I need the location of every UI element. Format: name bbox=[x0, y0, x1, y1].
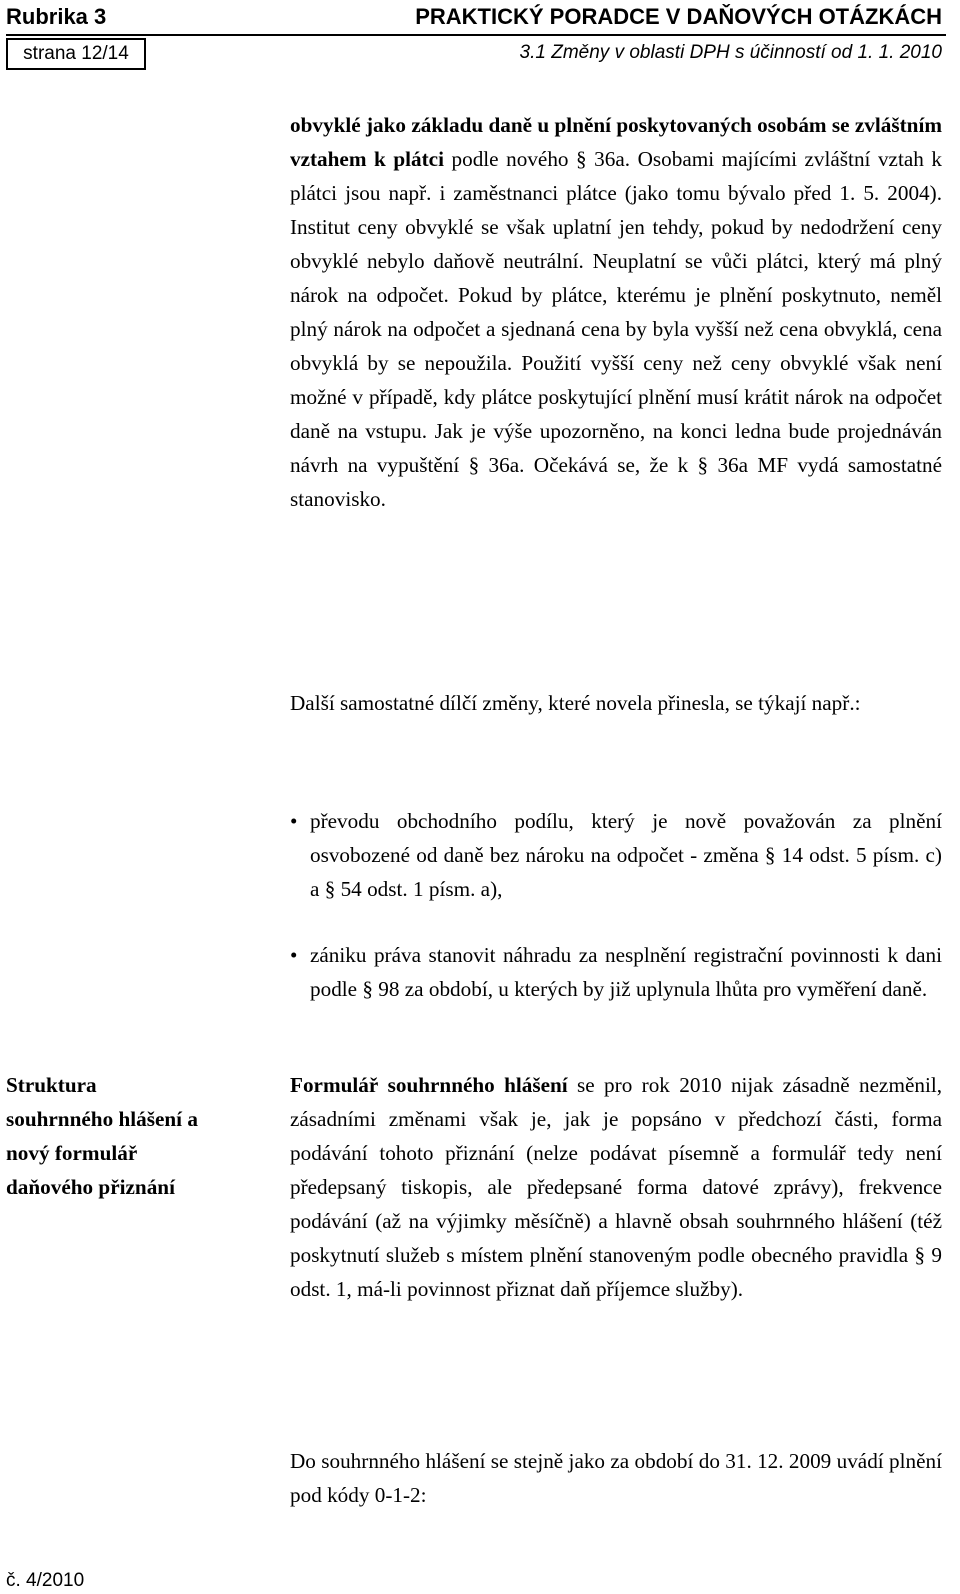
bullet-marker: • bbox=[290, 943, 298, 967]
header-divider bbox=[6, 34, 946, 36]
paragraph-text: podle nového § 36a. Osobami majícími zvláštní vztah k plátci jsou např. i zaměstnanci plátce (jako tomu bývalo před 1. 5. 2004). Institut ceny obvyklé se však uplatní jen tehdy, pokud by nedodržení ceny obvyklé nebylo daňově neutrální. Neuplatní se vůči plátci, který má plný nárok na odpočet. Pokud by plátce, kterému je plnění poskytnuto, neměl plný nárok na odpočet a sjednaná cena by byla vyšší než cena obvyklá, cena obvyklá by se nepoužila. Použití vyšší ceny než ceny obvyklé však není možné v případě, kdy plátce poskytující plnění musí krátit nárok na odpočet daně na vstupu. Jak je výše upozorněno, na konci ledna bude projednáván návrh na vypuštění § 36a. Očekává se, že k § 36a MF vydá samostatné stanovisko. bbox=[290, 147, 942, 511]
paragraph-text: Další samostatné dílčí změny, které novela přinesla, se týkají např.: bbox=[290, 691, 861, 715]
paragraph-summary-form bbox=[290, 1068, 942, 1306]
publication-title: PRAKTICKÝ PORADCE V DAŇOVÝCH OTÁZKÁCH bbox=[415, 4, 942, 29]
page-number-box bbox=[6, 38, 146, 70]
page-number: strana 12/14 bbox=[23, 43, 129, 64]
changes-list bbox=[290, 804, 942, 1006]
chapter-subtitle: 3.1 Změny v oblasti DPH s účinností od 1. 1. 2010 bbox=[519, 42, 942, 63]
list-item bbox=[290, 938, 942, 1006]
list-item bbox=[290, 804, 942, 906]
paragraph-other-changes bbox=[290, 686, 942, 720]
paragraph-price-usual bbox=[290, 108, 942, 516]
paragraph-lead-bold: Formulář souhrnného hlášení bbox=[290, 1073, 568, 1097]
paragraph-lead-bold: obvyklé jako základu daně u plnění poskytovaných osobám se zvláštním vztahem k plátci bbox=[290, 113, 942, 171]
paragraph-codes bbox=[290, 1444, 942, 1512]
paragraph-text: Do souhrnného hlášení se stejně jako za období do 31. 12. 2009 uvádí plnění pod kódy 0-1-2: bbox=[290, 1449, 942, 1507]
paragraph-text: se pro rok 2010 nijak zásadně nezměnil, zásadními změnami však je, jak je popsáno v předchozí části, forma podávání tohoto přiznání (nelze podávat písemně a formulář tedy není předepsaný tiskopis, ale předepsané forma datové zprávy), frekvence podávání (až na výjimky měsíčně) a hlavně obsah souhrnného hlášení (též poskytnutí služeb s místem plnění stanoveným podle obecného pravidla § 9 odst. 1, má-li povinnost přiznat daň příjemce služby). bbox=[290, 1073, 943, 1301]
margin-heading: Struktura souhrnného hlášení a nový formulář daňového přiznání bbox=[6, 1073, 198, 1199]
section-label: Rubrika 3 bbox=[6, 4, 107, 29]
list-item-text: převodu obchodního podílu, který je nově považován za plnění osvobozené od daně bez nároku na odpočet - změna § 14 odst. 5 písm. c) a § 54 odst. 1 písm. a), bbox=[310, 809, 942, 901]
issue-number: č. 4/2010 bbox=[6, 1570, 85, 1591]
list-item-text: zániku práva stanovit náhradu za nesplnění registrační povinnosti k dani podle § 98 za období, u kterých by již uplynula lhůta pro vyměření daně. bbox=[310, 943, 942, 1001]
bullet-marker: • bbox=[290, 809, 298, 833]
